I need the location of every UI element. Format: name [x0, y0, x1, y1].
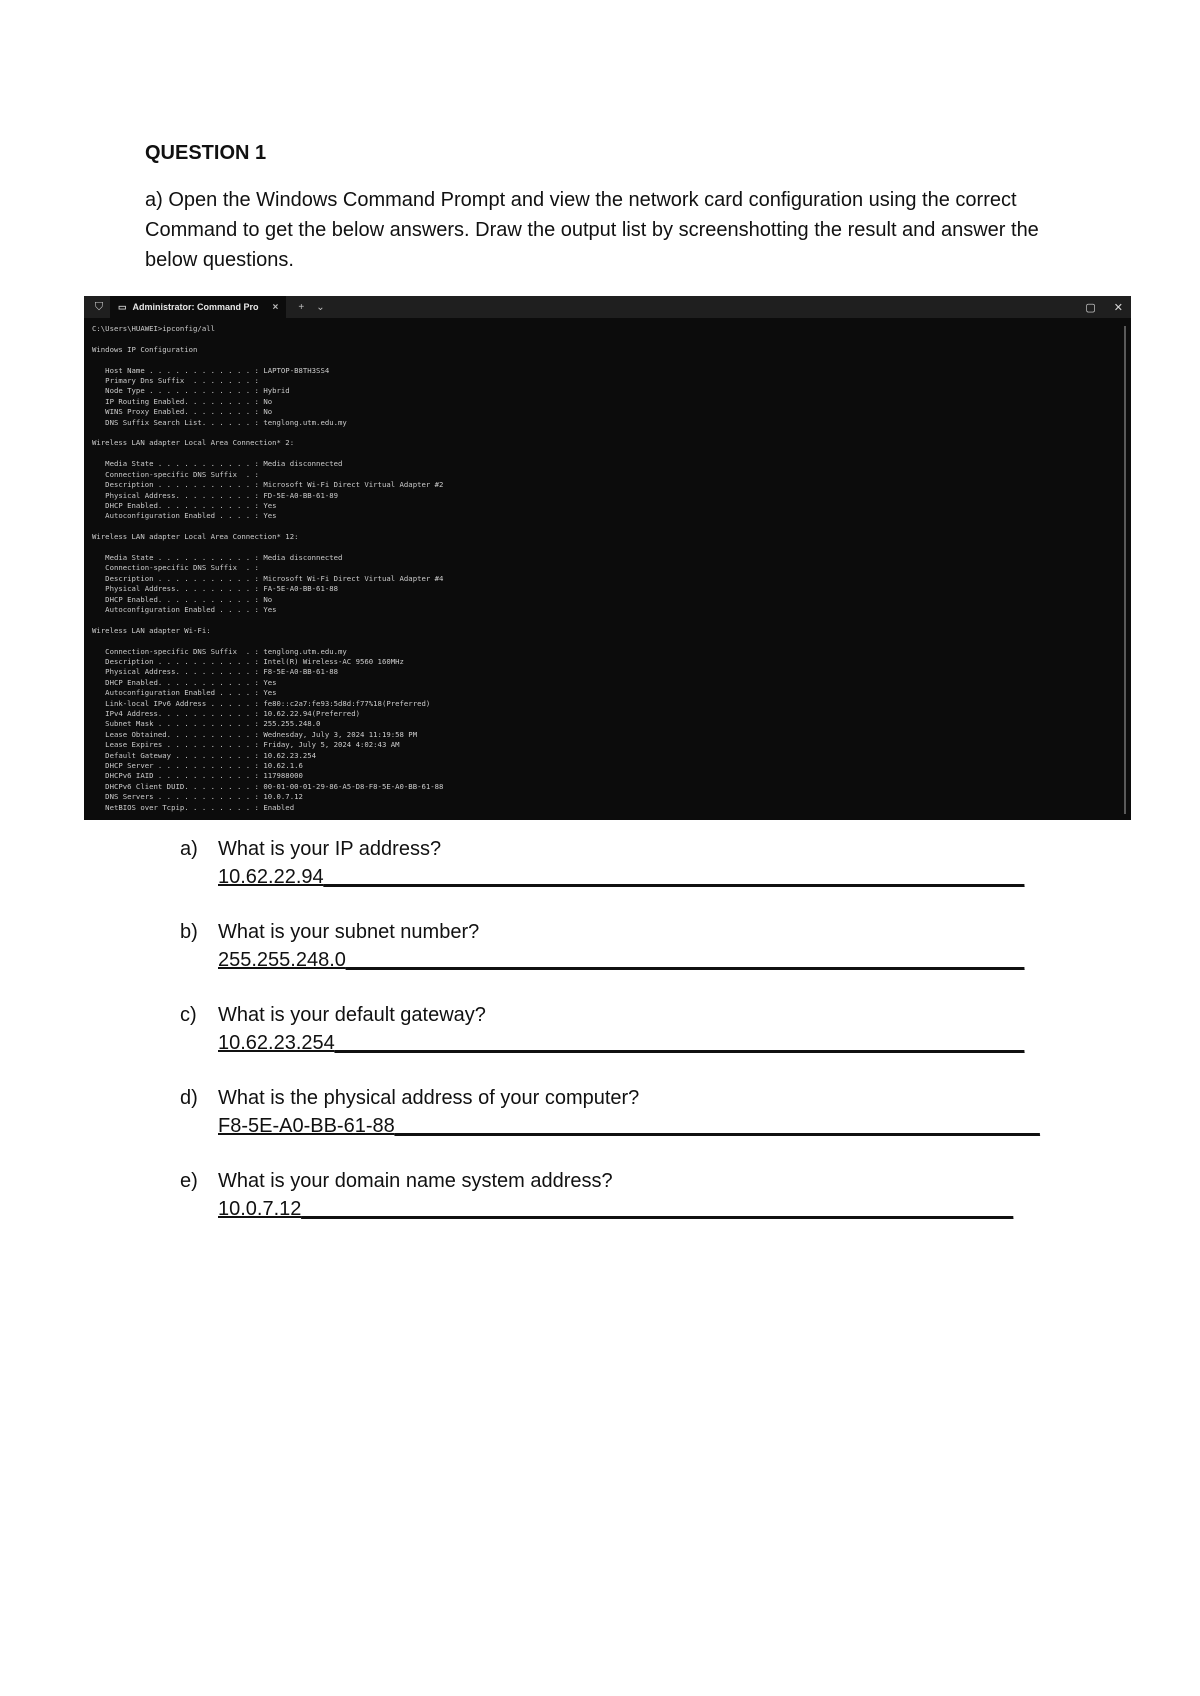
answer-value: 10.62.23.254 — [218, 1032, 335, 1054]
answer-line — [218, 1115, 1040, 1138]
terminal-line: Physical Address. . . . . . . . . : FA-5E-A0-BB-61-88 — [92, 584, 339, 594]
terminal-line: DHCPv6 IAID . . . . . . . . . . . : 117988000 — [92, 771, 303, 781]
question-intro: a) Open the Windows Command Prompt and view the network card configuration using the correct Command to get the below answers. Draw the output list by screenshotting the result and answer the below questions. — [145, 189, 1039, 271]
tab-close-icon[interactable]: × — [272, 301, 279, 313]
terminal-line: IP Routing Enabled. . . . . . . . : No — [92, 396, 273, 406]
question-item — [180, 838, 1080, 921]
terminal-line: IPv4 Address. . . . . . . . . . . : 10.62.22.94(Preferred) — [92, 709, 360, 719]
terminal-titlebar — [84, 296, 1131, 318]
terminal-scrollbar[interactable] — [1124, 326, 1126, 814]
answer-value: F8-5E-A0-BB-61-88 — [218, 1115, 395, 1137]
terminal-line: Windows IP Configuration — [92, 344, 198, 354]
terminal-line: C:\Users\HUAWEI>ipconfig/all — [92, 324, 216, 333]
terminal-line: Connection-specific DNS Suffix . : — [92, 563, 259, 573]
terminal-line: Wireless LAN adapter Local Area Connection* 2: — [92, 438, 295, 448]
question-text: What is your default gateway? — [218, 1004, 486, 1026]
terminal-line: NetBIOS over Tcpip. . . . . . . . : Enabled — [92, 802, 295, 812]
terminal-line: DNS Suffix Search List. . . . . . : tenglong.utm.edu.my — [92, 417, 347, 427]
terminal-line — [92, 428, 1123, 438]
terminal-line — [92, 636, 1123, 646]
terminal-line: Media State . . . . . . . . . . . : Media disconnected — [92, 459, 343, 469]
answer-line — [218, 1032, 1024, 1055]
command-prompt-screenshot — [84, 296, 1131, 820]
terminal-line: Wireless LAN adapter Local Area Connection* 12: — [92, 532, 299, 542]
terminal-tab-icon: ▭ — [118, 301, 127, 312]
terminal-line: DNS Servers . . . . . . . . . . . : 10.0.7.12 — [92, 792, 303, 802]
question-item — [180, 921, 1080, 1004]
question-marker: e) — [180, 1170, 198, 1192]
terminal-line: Node Type . . . . . . . . . . . . : Hybrid — [92, 386, 290, 396]
terminal-line: Link-local IPv6 Address . . . . . : fe80::c2a7:fe93:5d8d:f77%18(Preferred) — [92, 698, 431, 708]
terminal-line — [92, 522, 1123, 532]
terminal-line — [92, 334, 1123, 344]
terminal-line: Lease Obtained. . . . . . . . . . : Wednesday, July 3, 2024 11:19:58 PM — [92, 729, 418, 739]
question-item — [180, 1170, 1080, 1253]
question-marker: c) — [180, 1004, 197, 1026]
answer-line — [218, 949, 1024, 972]
maximize-icon[interactable]: ▢ — [1085, 301, 1096, 314]
terminal-line: Subnet Mask . . . . . . . . . . . : 255.255.248.0 — [92, 719, 321, 729]
terminal-line: WINS Proxy Enabled. . . . . . . . : No — [92, 407, 273, 417]
terminal-line: DHCP Enabled. . . . . . . . . . . : Yes — [92, 500, 277, 510]
terminal-line: DHCP Server . . . . . . . . . . . : 10.62.1.6 — [92, 761, 303, 771]
question-text: What is your domain name system address? — [218, 1170, 613, 1192]
question-marker: a) — [180, 838, 198, 860]
question-item — [180, 1087, 1080, 1170]
terminal-line: Primary Dns Suffix . . . . . . . : — [92, 376, 259, 386]
terminal-line — [92, 615, 1123, 625]
question-heading: QUESTION 1 — [145, 142, 267, 164]
terminal-line: Description . . . . . . . . . . . : Microsoft Wi-Fi Direct Virtual Adapter #2 — [92, 480, 444, 490]
answer-line — [218, 1198, 1013, 1221]
shield-icon: ⛉ — [94, 300, 104, 313]
question-text: What is the physical address of your computer? — [218, 1087, 640, 1109]
question-text: What is your subnet number? — [218, 921, 480, 943]
new-tab-icon[interactable]: + — [298, 301, 305, 313]
terminal-line: Physical Address. . . . . . . . . : F8-5E-A0-BB-61-88 — [92, 667, 339, 677]
terminal-line: Host Name . . . . . . . . . . . . : LAPTOP-B8TH3SS4 — [92, 365, 330, 375]
terminal-line: Lease Expires . . . . . . . . . . : Friday, July 5, 2024 4:02:43 AM — [92, 740, 400, 750]
answer-blank: ______________________________________________________________ — [334, 1032, 1025, 1054]
terminal-line: Autoconfiguration Enabled . . . . : Yes — [92, 688, 277, 698]
question-text: What is your IP address? — [218, 838, 442, 860]
answer-blank: _____________________________________________________________ — [345, 949, 1025, 971]
terminal-line: Connection-specific DNS Suffix . : tenglong.utm.edu.my — [92, 646, 347, 656]
answer-blank: ________________________________________________________________ — [301, 1198, 1014, 1220]
terminal-line: Autoconfiguration Enabled . . . . : Yes — [92, 604, 277, 614]
close-window-icon[interactable]: ✕ — [1113, 301, 1123, 314]
answer-blank: _______________________________________________________________ — [323, 866, 1025, 888]
question-list — [180, 838, 1080, 1253]
terminal-line: Description . . . . . . . . . . . : Microsoft Wi-Fi Direct Virtual Adapter #4 — [92, 573, 444, 583]
terminal-line: DHCP Enabled. . . . . . . . . . . : Yes — [92, 677, 277, 687]
terminal-line: Physical Address. . . . . . . . . : FD-5E-A0-BB-61-89 — [92, 490, 339, 500]
terminal-line — [92, 543, 1123, 553]
terminal-line: Media State . . . . . . . . . . . : Media disconnected — [92, 552, 343, 562]
question-marker: d) — [180, 1087, 198, 1109]
terminal-line: Default Gateway . . . . . . . . . : 10.62.23.254 — [92, 750, 317, 760]
terminal-line: Connection-specific DNS Suffix . : — [92, 469, 259, 479]
answer-line — [218, 866, 1024, 889]
answer-value: 255.255.248.0 — [218, 949, 346, 971]
answer-blank: __________________________________________________________ — [394, 1115, 1040, 1137]
answer-value: 10.62.22.94 — [218, 866, 324, 888]
question-marker: b) — [180, 921, 198, 943]
terminal-line: Wireless LAN adapter Wi-Fi: — [92, 625, 211, 635]
terminal-line — [92, 355, 1123, 365]
terminal-line: DHCP Enabled. . . . . . . . . . . : No — [92, 594, 273, 604]
terminal-line: DHCPv6 Client DUID. . . . . . . . : 00-01-00-01-29-86-A5-D8-F8-5E-A0-BB-61-88 — [92, 781, 444, 791]
terminal-line: Description . . . . . . . . . . . : Intel(R) Wireless-AC 9560 160MHz — [92, 657, 404, 666]
dropdown-icon[interactable]: ⌄ — [316, 301, 325, 313]
terminal-line — [92, 449, 1123, 459]
terminal-tab-title: Administrator: Command Pro — [132, 302, 259, 312]
question-item — [180, 1004, 1080, 1087]
terminal-line: Autoconfiguration Enabled . . . . : Yes — [92, 511, 277, 521]
answer-value: 10.0.7.12 — [218, 1198, 302, 1220]
terminal-tab[interactable] — [110, 296, 286, 318]
terminal-output — [84, 318, 1131, 819]
